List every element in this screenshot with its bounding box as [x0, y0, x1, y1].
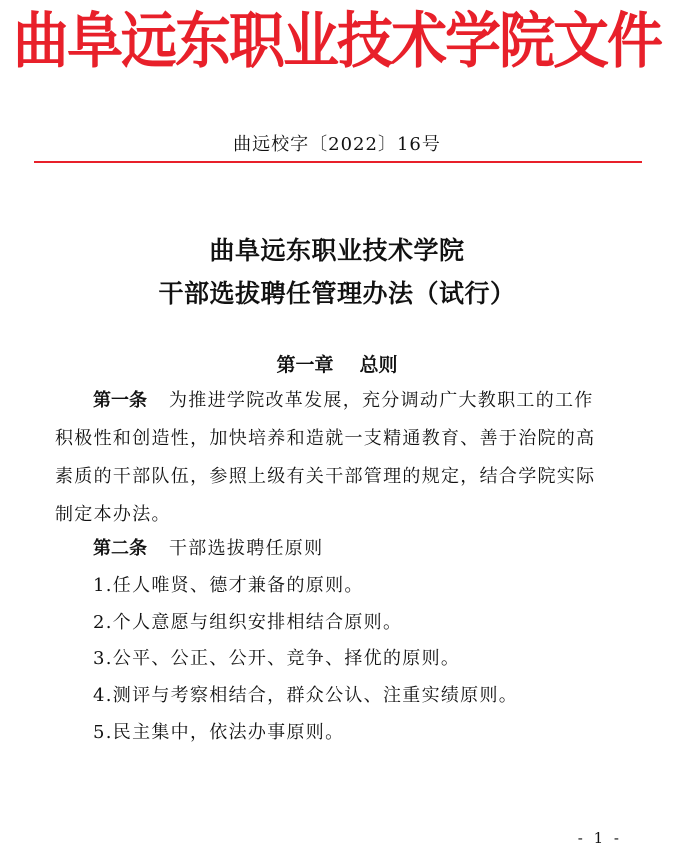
- article-2-item-1: 1.任人唯贤、德才兼备的原则。: [93, 575, 364, 596]
- article-1-line-1: [93, 386, 594, 412]
- article-1-line-4: 制定本办法。: [55, 504, 171, 525]
- article-2-item-5: 5.民主集中，依法办事原则。: [93, 722, 345, 743]
- red-divider: [34, 161, 642, 163]
- title-line-1: 曲阜远东职业技术学院: [209, 236, 465, 265]
- chapter-heading: [0, 350, 674, 377]
- article-2-label: 第二条: [93, 538, 147, 559]
- article-1-line-2: 积极性和创造性，加快培养和造就一支精通教育、善于治院的高: [55, 428, 596, 449]
- chapter-number: 第一章: [276, 354, 334, 376]
- issuer-header: 曲阜远东职业技术学院文件: [13, 6, 661, 77]
- page-number: - 1 -: [577, 829, 622, 847]
- document-number: 曲远校字〔2022〕16号: [233, 134, 441, 155]
- article-2-item-3: 3.公平、公正、公开、竞争、择优的原则。: [93, 648, 461, 669]
- article-1-label: 第一条: [93, 390, 147, 411]
- article-2-heading: [93, 534, 323, 560]
- chapter-name: 总则: [359, 354, 398, 376]
- article-1-text-1: 为推进学院改革发展，充分调动广大教职工的工作: [169, 390, 594, 411]
- title-line-2: 干部选拔聘任管理办法（试行）: [158, 279, 516, 308]
- article-2-text: 干部选拔聘任原则: [169, 538, 324, 559]
- article-2-item-4: 4.测评与考察相结合，群众公认、注重实绩原则。: [93, 685, 519, 706]
- article-2-item-2: 2.个人意愿与组织安排相结合原则。: [93, 612, 403, 633]
- article-1-line-3: 素质的干部队伍，参照上级有关干部管理的规定，结合学院实际: [55, 466, 596, 487]
